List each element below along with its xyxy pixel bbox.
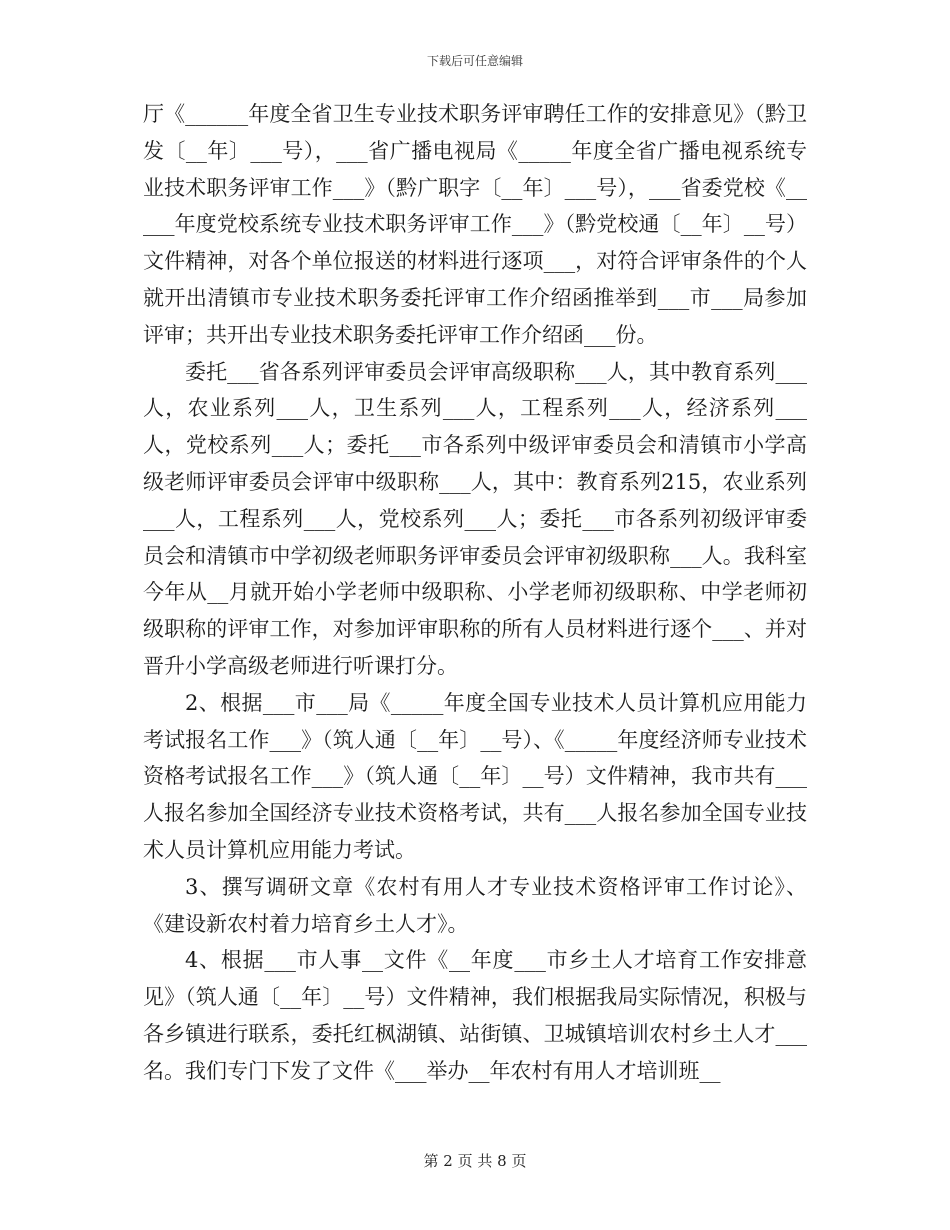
paragraph-item-3: 3、撰写调研文章《农村有用人才专业技术资格评审工作讨论》、《建设新农村着力培育乡土人才》。 [143, 874, 807, 936]
paragraph-entrusted-review: 委托___省各系列评审委员会评审高级职称___人，其中教育系列___人，农业系列___人，卫生系列___人，工程系列___人，经济系列___人，党校系列___人；委托___市各系列中级评审委员会和清镇市小学高级老师评审委员会评审中级职称___人，其中：教育系列215，农业系列___人，工程系列___人，党校系列___人；委托___市各系列初级评审委员会和清镇市中学初级老师职务评审委员会评审初级职称___人。我科室今年从__月就开始小学老师中级职称、小学老师初级职称、中学老师初级职称的评审工作，对参加评审职称的所有人员材料进行逐个___、并对晋升小学高级老师进行听课打分。 [143, 359, 807, 678]
paragraph-1-continuation: 厅《______年度全省卫生专业技术职务评审聘任工作的安排意见》（黔卫发〔__年〕___号），___省广播电视局《_____年度全省广播电视系统专业技术职务评审工作___》（黔广职字〔__年〕___号），___省委党校《_____年度党校系统专业技术职务评审工作___》（黔党校通〔__年〕__号）文件精神，对各个单位报送的材料进行逐项___，对符合评审条件的个人就开出清镇市专业技术职务委托评审工作介绍函推举到___市___局参加评审；共开出专业技术职务委托评审工作介绍函___份。 [143, 102, 807, 347]
paragraph-item-4: 4、根据___市人事__文件《__年度___市乡土人才培育工作安排意见》（筑人通〔__年〕__号）文件精神，我们根据我局实际情况，积极与各乡镇进行联系，委托红枫湖镇、站街镇、卫城镇培训农村乡土人才___名。我们专门下发了文件《___举办__年农村有用人才培训班__ [143, 948, 807, 1083]
document-body [143, 96, 807, 1090]
page-header-note: 下载后可任意编辑 [426, 54, 523, 68]
page-number: 第 2 页 共 8 页 [423, 1152, 527, 1170]
paragraph-item-2: 2、根据___市___局《_____年度全国专业技术人员计算机应用能力考试报名工作___》（筑人通〔__年〕__号）、《_____年度经济师专业技术资格考试报名工作___》（筑人通〔__年〕__号）文件精神，我市共有___人报名参加全国经济专业技术资格考试，共有___人报名参加全国专业技术人员计算机应用能力考试。 [143, 690, 807, 862]
